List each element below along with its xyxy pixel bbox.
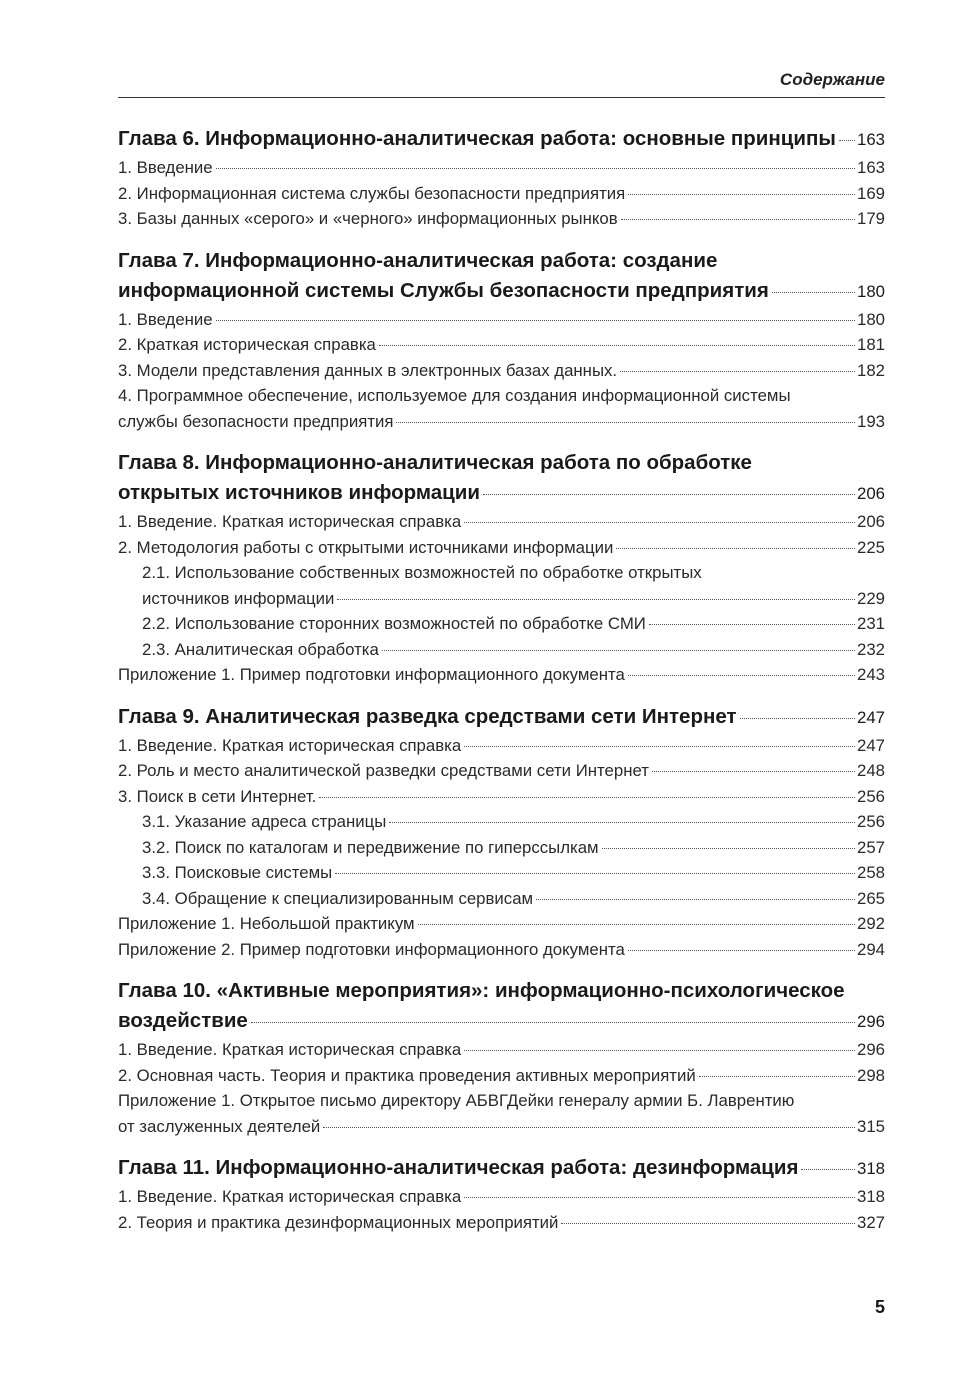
entry-title: 3.2. Поиск по каталогам и передвижение по гиперссылкам <box>142 837 599 857</box>
entry-page-number: 257 <box>857 837 885 857</box>
chapter-title <box>118 448 885 509</box>
entry-title: 2. Теория и практика дезинформационных мероприятий <box>118 1212 559 1232</box>
entry-page-number: 181 <box>857 335 885 354</box>
toc-entry <box>118 1063 885 1089</box>
dot-leader <box>396 422 855 423</box>
entry-title: 1. Введение <box>118 158 213 177</box>
chapter-page-number: 163 <box>857 130 885 149</box>
toc-entry <box>118 611 885 637</box>
entry-title: 1. Введение. Краткая историческая справка <box>118 1187 462 1206</box>
entry-title: 3. Модели представления данных в электронных базах данных. <box>118 360 618 380</box>
toc-entry <box>118 809 885 835</box>
entry-page-number: 206 <box>857 512 885 531</box>
toc-entry <box>118 358 885 384</box>
dot-leader <box>483 494 855 495</box>
entry-title: 1. Введение <box>118 309 213 329</box>
toc-entry <box>118 206 885 232</box>
dot-leader <box>649 624 855 625</box>
entry-page-number: 232 <box>857 639 885 659</box>
entry-page-number: 182 <box>857 360 885 380</box>
dot-leader <box>652 771 855 772</box>
dot-leader <box>464 1197 855 1198</box>
entry-page-number: 296 <box>857 1040 885 1059</box>
toc-entry <box>118 784 885 810</box>
dot-leader <box>801 1169 855 1170</box>
entry-title: 1. Введение. Краткая историческая справка <box>118 512 462 531</box>
dot-leader <box>379 345 855 346</box>
entry-page-number: 243 <box>857 665 885 684</box>
dot-leader <box>628 194 855 195</box>
chapter-title <box>118 976 885 1037</box>
toc-chapter <box>118 702 885 963</box>
entry-title: 2. Методология работы с открытыми источниками информации <box>118 537 614 557</box>
dot-leader <box>621 219 855 220</box>
entry-title: источников информации <box>142 588 335 608</box>
chapter-title-line: Глава 8. Информационно-аналитическая работа по обработке <box>118 451 752 474</box>
entry-title: 3.1. Указание адреса страницы <box>142 812 387 831</box>
toc-entry <box>118 637 885 663</box>
toc-entry <box>118 1210 885 1236</box>
toc-chapter <box>118 124 885 232</box>
toc-entry <box>118 535 885 561</box>
dot-leader <box>418 924 855 925</box>
dot-leader <box>699 1076 855 1077</box>
chapter-title-text: информационной системы Службы безопасности предприятия <box>118 278 769 302</box>
chapter-title-text: Глава 9. Аналитическая разведка средствами сети Интернет <box>118 704 737 728</box>
chapter-title-line: Глава 10. «Активные мероприятия»: информационно-психологическое <box>118 979 845 1002</box>
chapter-title <box>118 124 885 155</box>
entry-title: 2. Основная часть. Теория и практика проведения активных мероприятий <box>118 1065 696 1085</box>
dot-leader <box>602 848 855 849</box>
dot-leader <box>616 548 855 549</box>
entry-title-line: Приложение 1. Открытое письмо директору АБВГДейки генералу армии Б. Лаврентию <box>118 1091 795 1110</box>
toc-entry <box>118 937 885 963</box>
entry-page-number: 225 <box>857 537 885 557</box>
dot-leader <box>464 1050 855 1051</box>
toc-entry <box>118 560 885 611</box>
chapter-page-number: 247 <box>857 707 885 727</box>
toc-entry <box>118 835 885 861</box>
entry-title: Приложение 2. Пример подготовки информационного документа <box>118 939 625 959</box>
dot-leader <box>628 675 855 676</box>
dot-leader <box>772 292 855 293</box>
entry-title-line <box>118 1114 885 1140</box>
dot-leader <box>216 168 855 169</box>
entry-page-number: 327 <box>857 1212 885 1232</box>
entry-title-line <box>142 586 885 612</box>
entry-page-number: 179 <box>857 209 885 228</box>
entry-page-number: 248 <box>857 761 885 780</box>
dot-leader <box>216 320 855 321</box>
toc-entry <box>118 758 885 784</box>
chapter-title-text: открытых источников информации <box>118 481 480 504</box>
entry-title: Приложение 1. Пример подготовки информационного документа <box>118 665 625 684</box>
entry-page-number: 229 <box>857 588 885 608</box>
dot-leader <box>536 899 855 900</box>
dot-leader <box>389 822 855 823</box>
entry-page-number: 231 <box>857 614 885 633</box>
toc-entry <box>118 911 885 937</box>
toc-entry <box>118 1037 885 1063</box>
entry-page-number: 193 <box>857 411 885 431</box>
entry-title: Приложение 1. Небольшой практикум <box>118 914 415 933</box>
dot-leader <box>839 140 855 141</box>
toc-entry <box>118 332 885 358</box>
chapter-title-line <box>118 478 885 509</box>
entry-title: 3.4. Обращение к специализированным сервисам <box>142 888 534 908</box>
entry-title: 2.3. Аналитическая обработка <box>142 639 379 659</box>
entry-page-number: 180 <box>857 309 885 329</box>
toc-entry <box>118 662 885 688</box>
dot-leader <box>337 599 855 600</box>
dot-leader <box>251 1022 855 1023</box>
chapter-title-text: Глава 11. Информационно-аналитическая работа: дезинформация <box>118 1156 799 1179</box>
chapter-page-number: 318 <box>857 1159 885 1178</box>
dot-leader <box>628 950 855 951</box>
entry-title-line <box>118 409 885 435</box>
header-rule <box>118 97 885 98</box>
dot-leader <box>740 718 855 719</box>
dot-leader <box>561 1223 855 1224</box>
dot-leader <box>464 746 855 747</box>
dot-leader <box>382 650 855 651</box>
entry-title: 2.2. Использование сторонних возможностей по обработке СМИ <box>142 614 646 633</box>
page-number: 5 <box>874 1297 885 1317</box>
chapter-title-text: воздействие <box>118 1009 248 1032</box>
entry-page-number: 247 <box>857 735 885 755</box>
entry-page-number: 318 <box>857 1187 885 1206</box>
toc-entry <box>118 1184 885 1210</box>
entry-page-number: 256 <box>857 786 885 806</box>
toc-entry <box>118 383 885 434</box>
toc-entry <box>118 1088 885 1139</box>
dot-leader <box>319 797 855 798</box>
toc-chapter <box>118 976 885 1139</box>
entry-page-number: 169 <box>857 183 885 203</box>
entry-page-number: 315 <box>857 1116 885 1136</box>
entry-title: от заслуженных деятелей <box>118 1116 321 1136</box>
entry-page-number: 292 <box>857 914 885 933</box>
toc-entry <box>118 886 885 912</box>
chapter-title-text: Глава 6. Информационно-аналитическая работа: основные принципы <box>118 127 836 150</box>
entry-title: 1. Введение. Краткая историческая справка <box>118 1040 462 1059</box>
toc-entry <box>118 860 885 886</box>
chapter-title <box>118 1153 885 1184</box>
chapter-title <box>118 246 885 307</box>
chapter-title-line <box>118 1006 885 1037</box>
toc-chapter <box>118 246 885 435</box>
table-of-contents <box>118 124 885 1249</box>
chapter-title-line: Глава 7. Информационно-аналитическая работа: создание <box>118 248 718 272</box>
chapter-title-line <box>118 276 885 307</box>
entry-title: 3. Базы данных «серого» и «черного» информационных рынков <box>118 209 618 228</box>
entry-page-number: 256 <box>857 812 885 831</box>
entry-title: 2. Информационная система службы безопасности предприятия <box>118 183 626 203</box>
dot-leader <box>323 1127 855 1128</box>
entry-page-number: 258 <box>857 863 885 882</box>
toc-entry <box>118 155 885 181</box>
toc-entry <box>118 733 885 759</box>
entry-page-number: 163 <box>857 158 885 177</box>
chapter-title <box>118 702 885 733</box>
dot-leader <box>620 371 855 372</box>
entry-title-line: 4. Программное обеспечение, используемое для создания информационной системы <box>118 386 791 405</box>
entry-page-number: 298 <box>857 1065 885 1085</box>
dot-leader <box>335 873 855 874</box>
entry-title: 3. Поиск в сети Интернет. <box>118 786 317 806</box>
entry-title: 2. Роль и место аналитической разведки средствами сети Интернет <box>118 761 649 780</box>
entry-title-line: 2.1. Использование собственных возможностей по обработке открытых <box>142 563 702 582</box>
chapter-page-number: 296 <box>857 1012 885 1031</box>
chapter-page-number: 180 <box>857 281 885 301</box>
chapter-page-number: 206 <box>857 484 885 503</box>
running-title: Содержание <box>779 70 885 89</box>
toc-chapter <box>118 448 885 688</box>
entry-title: службы безопасности предприятия <box>118 411 394 431</box>
entry-page-number: 294 <box>857 939 885 959</box>
toc-entry <box>118 181 885 207</box>
toc-entry <box>118 509 885 535</box>
toc-entry <box>118 307 885 333</box>
entry-title: 2. Краткая историческая справка <box>118 335 376 354</box>
toc-chapter <box>118 1153 885 1235</box>
entry-title: 1. Введение. Краткая историческая справка <box>118 735 462 755</box>
entry-page-number: 265 <box>857 888 885 908</box>
entry-title: 3.3. Поисковые системы <box>142 863 333 882</box>
dot-leader <box>464 522 855 523</box>
